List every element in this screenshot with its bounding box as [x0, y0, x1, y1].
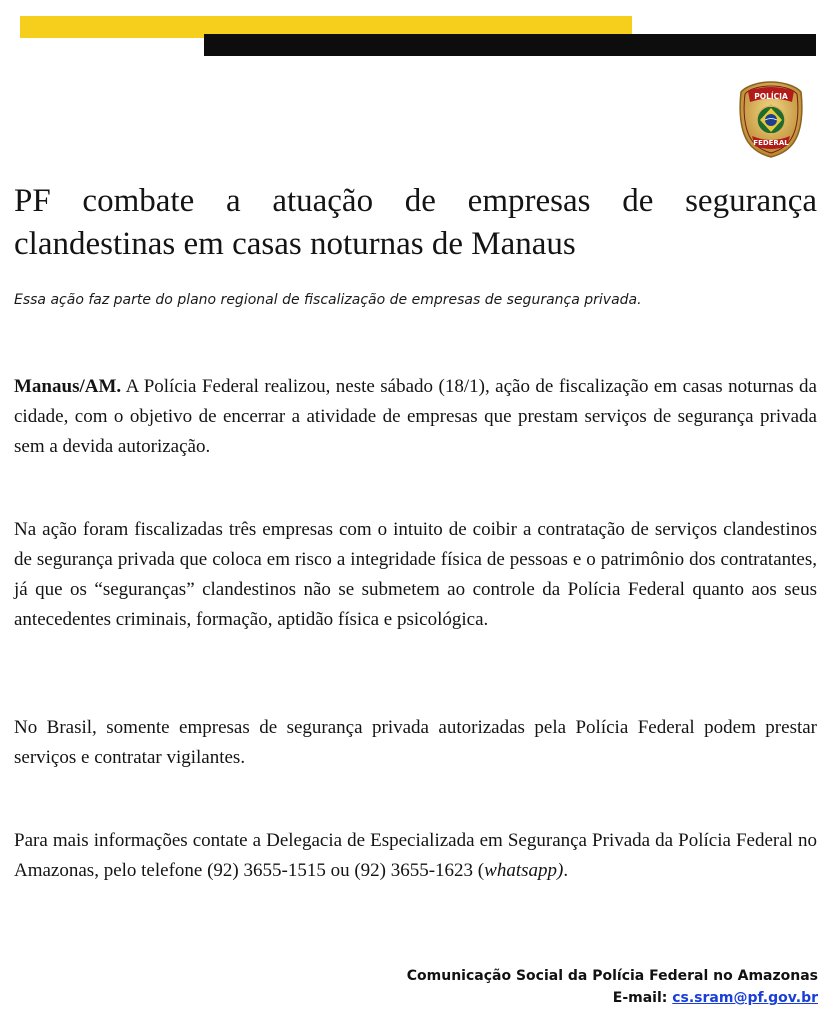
paragraph-brazil: No Brasil, somente empresas de segurança privada autorizadas pela Polícia Federal podem prestar serviços e contratar vigilantes. [14, 717, 817, 768]
footer-org: Comunicação Social da Polícia Federal no Amazonas [406, 968, 818, 984]
paragraph-inspection: Na ação foram fiscalizadas três empresas com o intuito de coibir a contratação de serviços clandestinos de segurança privada que coloca em risco a integridade física de pessoas e o patrimônio dos contratantes, já que os “seguranças” clandestinos não se submetem ao controle da Polícia Federal quanto aos seus antecedentes criminais, formação, aptidão física e psicológica. [14, 519, 817, 630]
footer-email-line [407, 987, 818, 1009]
paragraph-intro-text: A Polícia Federal realizou, neste sábado (18/1), ação de fiscalização em casas noturnas da cidade, com o objetivo de encerrar a atividade de empresas que prestam serviços de segurança privada sem a devida autorização. [14, 376, 817, 457]
badge-top-text: POLÍCIA [754, 92, 788, 101]
badge-bottom-text: FEDERAL [753, 139, 789, 147]
article-subtitle: Essa ação faz parte do plano regional de fiscalização de empresas de segurança privada. [14, 292, 642, 308]
paragraph-intro [14, 372, 817, 462]
paragraph-contact-text: Para mais informações contate a Delegacia de Especializada em Segurança Privada da Polícia Federal no Amazonas, pelo telefone (92) 3655-1515 ou (92) 3655-1623 ( [14, 830, 817, 881]
paragraph-contact [14, 826, 817, 886]
footer-email-link[interactable]: cs.sram@pf.gov.br [672, 990, 818, 1006]
header-black-bar [204, 34, 816, 56]
police-badge-icon [738, 80, 804, 158]
dateline: Manaus/AM. [14, 376, 122, 397]
whatsapp-label: whatsapp) [484, 860, 564, 881]
footer-email-label: E-mail: [612, 990, 673, 1006]
article-title: PF combate a atuação de empresas de segurança clandestinas em casas noturnas de Manaus [14, 183, 817, 262]
footer [407, 965, 818, 1009]
paragraph-contact-end: . [563, 860, 569, 881]
